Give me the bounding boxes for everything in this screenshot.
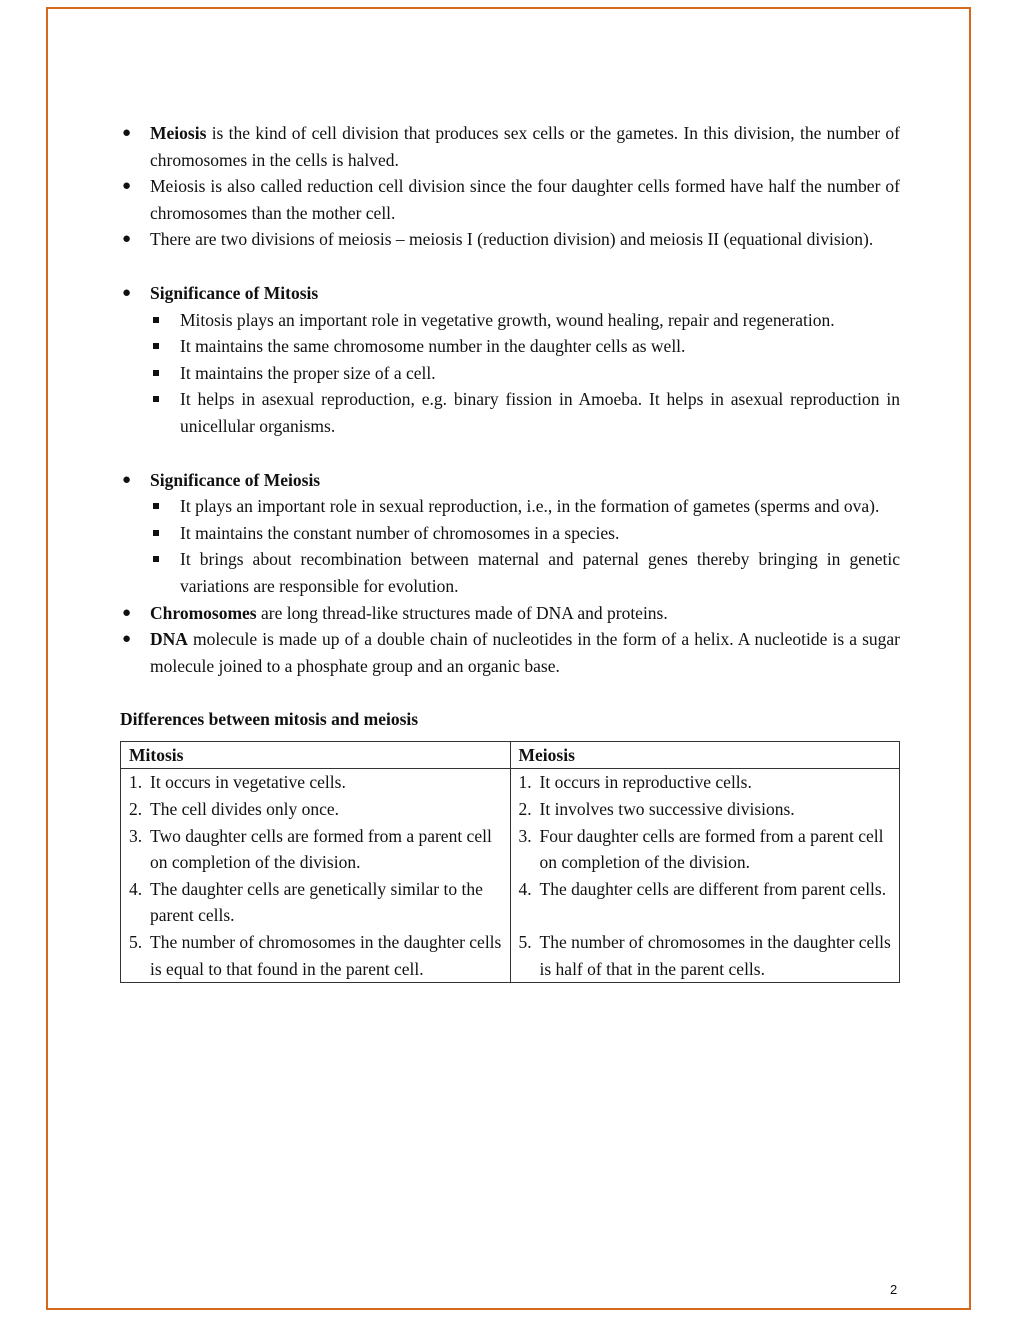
page-content — [120, 120, 900, 983]
bullet-two-divisions: ● There are two divisions of meiosis – meiosis I (reduction division) and meiosis II (equational division). — [120, 226, 900, 253]
section-significance-mitosis — [120, 280, 900, 307]
list-item: It brings about recombination between maternal and paternal genes thereby bringing in genetic variations are responsible for evolution. — [120, 546, 900, 599]
list-item: It plays an important role in sexual reproduction, i.e., in the formation of gametes (sperms and ova). — [120, 493, 900, 520]
page-number: 2 — [890, 1282, 898, 1297]
square-bullet-icon — [153, 317, 159, 323]
section-title: Significance of Mitosis — [150, 282, 319, 303]
header-meiosis: Meiosis — [510, 741, 900, 769]
bullet-dna: ● DNA molecule is made up of a double chain of nucleotides in the form of a helix. A nucleotide is a sugar molecule joined to a phosphate group and an organic base. — [120, 626, 900, 679]
bullet-icon: ● — [122, 631, 132, 648]
table-header-row — [121, 741, 900, 769]
table-row: 1. It occurs in vegetative cells. 1. It occurs in reproductive cells. — [121, 769, 900, 796]
table-row: 2. The cell divides only once. 2. It involves two successive divisions. — [121, 796, 900, 823]
square-bullet-icon — [153, 530, 159, 536]
bullet-chromosomes: ● Chromosomes are long thread-like structures made of DNA and proteins. — [120, 600, 900, 627]
table-row: 4. The daughter cells are genetically similar to the parent cells. 4. The daughter cells are different from parent cells. — [121, 876, 900, 929]
bullet-icon: ● — [122, 125, 132, 141]
bullet-icon: ● — [122, 471, 132, 488]
header-mitosis: Mitosis — [121, 741, 511, 769]
list-item: It maintains the proper size of a cell. — [120, 360, 900, 387]
bullet-icon: ● — [122, 231, 132, 248]
bullet-icon: ● — [122, 284, 132, 301]
table-row: 3. Two daughter cells are formed from a parent cell on completion of the division. 3. Four daughter cells are formed from a parent cell on completion of the division. — [121, 823, 900, 876]
differences-table — [120, 741, 900, 983]
bullet-icon: ● — [122, 178, 132, 195]
list-item: Mitosis plays an important role in vegetative growth, wound healing, repair and regeneration. — [120, 307, 900, 334]
square-bullet-icon — [153, 503, 159, 509]
bullet-reduction-division: ● Meiosis is also called reduction cell division since the four daughter cells formed have half the number of chromosomes than the mother cell. — [120, 173, 900, 226]
square-bullet-icon — [153, 370, 159, 376]
list-item: It maintains the constant number of chromosomes in a species. — [120, 520, 900, 547]
bullet-meiosis-definition: ● Meiosis is the kind of cell division that produces sex cells or the gametes. In this division, the number of chromosomes in the cells is halved. — [120, 120, 900, 173]
square-bullet-icon — [153, 556, 159, 562]
section-significance-meiosis — [120, 467, 900, 494]
bullet-icon: ● — [122, 604, 132, 621]
square-bullet-icon — [153, 343, 159, 349]
list-item: It maintains the same chromosome number in the daughter cells as well. — [120, 333, 900, 360]
list-item: It helps in asexual reproduction, e.g. binary fission in Amoeba. It helps in asexual reproduction in unicellular organisms. — [120, 386, 900, 439]
table-heading: Differences between mitosis and meiosis — [120, 709, 419, 730]
square-bullet-icon — [153, 396, 159, 402]
table-row: 5. The number of chromosomes in the daughter cells is equal to that found in the parent cell. 5. The number of chromosomes in the daughter cells is half of that in the parent cells. — [121, 929, 900, 983]
section-title: Significance of Meiosis — [150, 469, 321, 490]
